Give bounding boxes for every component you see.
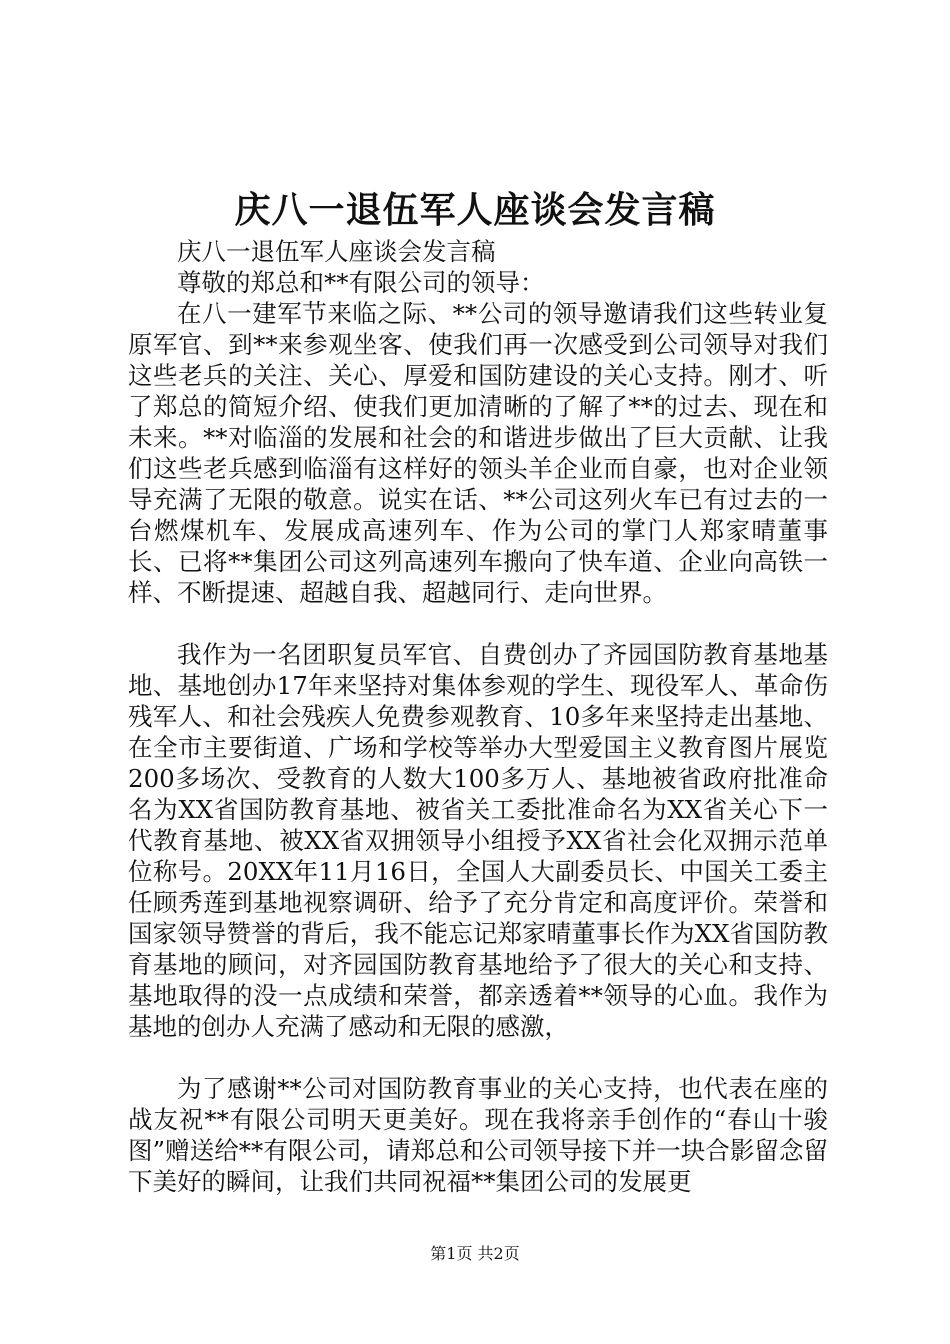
- subtitle-line: 庆八一退伍军人座谈会发言稿: [177, 237, 496, 266]
- document-body: [128, 236, 828, 1197]
- page-footer: [0, 1243, 950, 1265]
- paragraph-3: 为了感谢**公司对国防教育事业的关心支持，也代表在座的战友祝**有限公司明天更美好。现在我将亲手创作的“春山十骏图”赠送给**有限公司，请郑总和公司领导接下并一块合影留念留下美好的瞬间，让我们共同祝福**集团公司的发展更: [128, 1074, 828, 1196]
- page-number: 第1页 共2页: [430, 1244, 520, 1263]
- paragraph-2: 我作为一名团职复员军官、自费创办了齐园国防教育基地基地、基地创办17年来坚持对集体参观的学生、现役军人、革命伤残军人、和社会残疾人免费参观教育、10多年来坚持走出基地、在全市主要街道、广场和学校等举办大型爱国主义教育图片展览200多场次、受教育的人数大100多万人、基地被省政府批准命名为XX省国防教育基地、被省关工委批准命名为XX省关心下一代教育基地、被XX省双拥领导小组授予XX省社会化双拥示范单位称号。20XX年11月16日，全国人大副委员长、中国关工委主任顾秀莲到基地视察调研、给予了充分肯定和高度评价。荣誉和国家领导赞誉的背后，我不能忘记郑家晴董事长作为XX省国防教育基地的顾问，对齐园国防教育基地给予了很大的关心和支持、基地取得的没一点成绩和荣誉，都亲透着**领导的心血。我作为基地的创办人充满了感动和无限的感激，: [128, 640, 828, 1041]
- salutation-line: 尊敬的郑总和**有限公司的领导：: [177, 268, 545, 297]
- paragraph-1: 在八一建军节来临之际、**公司的领导邀请我们这些转业复原军官、到**来参观坐客、使我们再一次感受到公司领导对我们这些老兵的关注、关心、厚爱和国防建设的关心支持。刚才、听了郑总的简短介绍、使我们更加清晰的了解了**的过去、现在和未来。**对临淄的发展和社会的和谐进步做出了巨大贡献、让我们这些老兵感到临淄有这样好的领头羊企业而自豪，也对企业领导充满了无限的敬意。说实在话、**公司这列火车已有过去的一台燃煤机车、发展成高速列车、作为公司的掌门人郑家晴董事长、已将**集团公司这列高速列车搬向了快车道、企业向高铁一样、不断提速、超越自我、超越同行、走向世界。: [128, 299, 828, 607]
- document-title: 庆八一退伍军人座谈会发言稿: [234, 189, 716, 231]
